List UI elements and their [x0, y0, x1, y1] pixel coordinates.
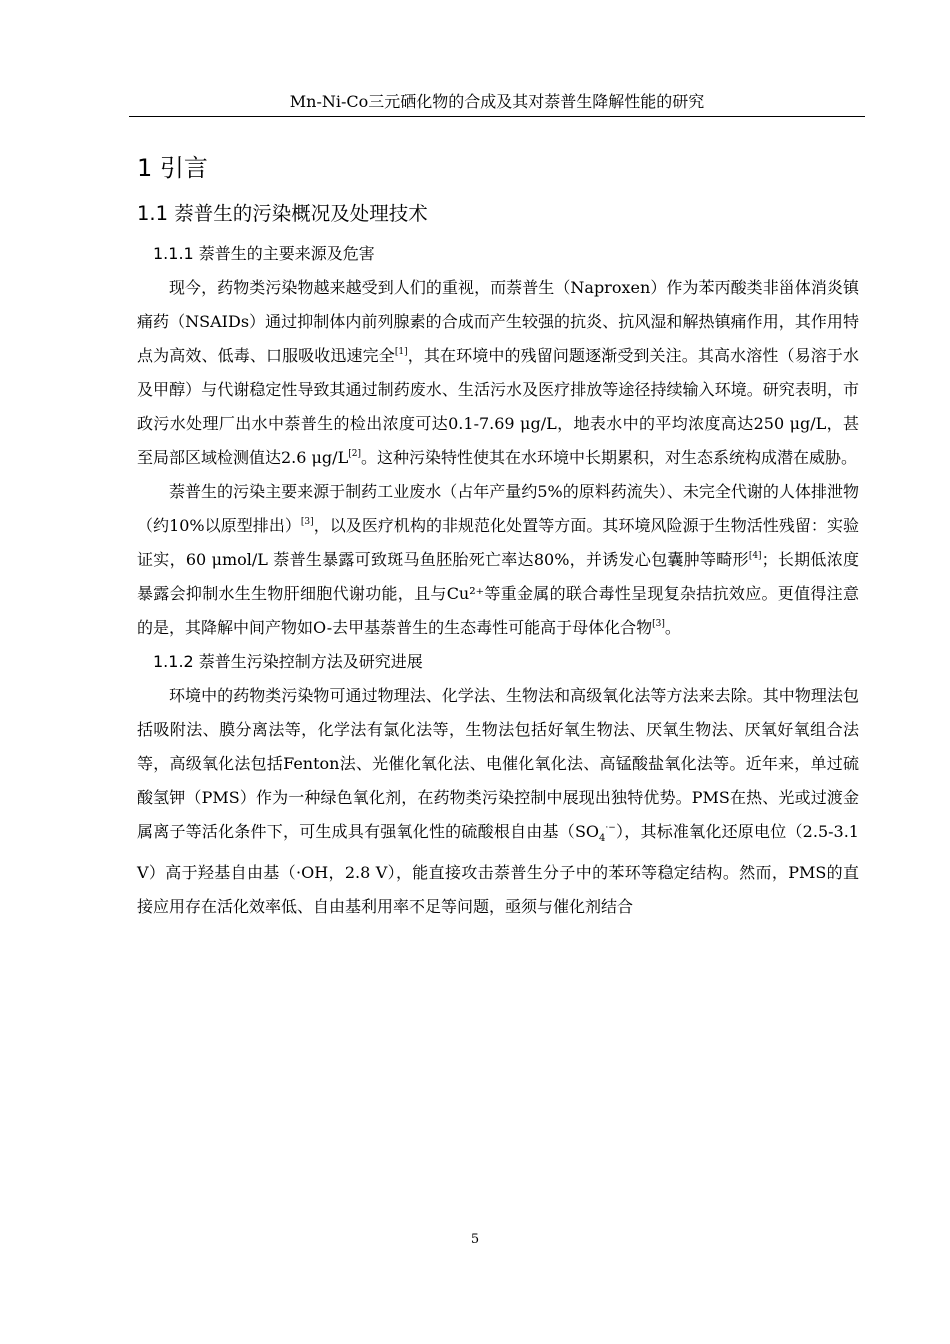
citation: [3] — [652, 619, 665, 629]
paragraph-text: ；长期低浓度暴露会抑制水生生物肝细胞代谢功能，且与Cu²⁺等重金属的联合毒性呈现复杂拮抗效应。更值得注意的是，其降解中间产物如O-去甲基萘普生的生态毒性可能高于母体化合物 — [137, 550, 859, 637]
paragraph-text: ，以及医疗机构的非规范化处置等方面。其环境风险源于生物活性残留：实验证实，60 μmol/L 萘普生暴露可致斑马鱼胚胎死亡率达80%，并诱发心包囊肿等畸形 — [137, 516, 859, 569]
paragraph-text: 。这种污染特性使其在水环境中长期累积，对生态系统构成潜在威胁。 — [360, 448, 857, 467]
chapter-title: 1 引言 — [137, 154, 208, 182]
page-body — [137, 150, 859, 924]
subscript: 4 — [599, 833, 606, 845]
paragraph-text: ），其标准氧化还原电位（2.5-3.1 V）高于羟基自由基（·OH，2.8 V），能直接攻击萘普生分子中的苯环等稳定结构。然而，PMS的直接应用存在活化效率低、自由基利用率不足等问题，亟须与催化剂结合 — [137, 822, 859, 917]
paragraph-text: ，其在环境中的残留问题逐渐受到关注。其高水溶性（易溶于水及甲醇）与代谢稳定性导致其通过制药废水、生活污水及医疗排放等途径持续输入环境。研究表明，市政污水处理厂出水中萘普生的检出浓度可达0.1-7.69 μg/L，地表水中的平均浓度高达250 μg/L，甚至局部区域检测值达2.6 μg/L — [137, 346, 859, 467]
page-number: 5 — [470, 1232, 480, 1247]
section-title: 1.1 萘普生的污染概况及处理技术 — [137, 202, 428, 225]
subsection-title: 1.1.1 萘普生的主要来源及危害 — [153, 244, 375, 263]
paragraph-text: 现今，药物类污染物越来越受到人们的重视，而萘普生（Naproxen）作为苯丙酸类非甾体消炎镇痛药（NSAIDs）通过抑制体内前列腺素的合成而产生较强的抗炎、抗风湿和解热镇痛作用，其作用特点为高效、低毒、口服吸收迅速完全 — [137, 278, 859, 365]
citation: [2] — [348, 449, 361, 459]
paragraph — [137, 271, 859, 475]
subsection-title: 1.1.2 萘普生污染控制方法及研究进展 — [153, 652, 423, 671]
paragraph-text: 。 — [664, 618, 681, 637]
paragraph-text: 环境中的药物类污染物可通过物理法、化学法、生物法和高级氧化法等方法来去除。其中物理法包括吸附法、膜分离法等，化学法有氯化法等，生物法包括好氧生物法、厌氧生物法、厌氧好氧组合法等，高级氧化法包括Fenton法、光催化氧化法、电催化氧化法、高锰酸盐氧化法等。近年来，单过硫酸氢钾（PMS）作为一种绿色氧化剂，在药物类污染控制中展现出独特优势。PMS在热、光或过渡金属离子等活化条件下，可生成具有强氧化性的硫酸根自由基（SO — [137, 686, 859, 841]
paragraph-text: 萘普生的污染主要来源于制药工业废水（占年产量约5%的原料药流失）、未完全代谢的人体排泄物（约10%以原型排出） — [137, 482, 859, 535]
citation: [3] — [300, 517, 314, 527]
superscript: ·− — [605, 823, 616, 833]
paragraph — [137, 475, 859, 645]
citation: [4] — [748, 551, 762, 561]
paragraph — [137, 679, 859, 924]
citation: [1] — [394, 347, 408, 357]
running-header: Mn-Ni-Co三元硒化物的合成及其对萘普生降解性能的研究 — [129, 90, 865, 117]
